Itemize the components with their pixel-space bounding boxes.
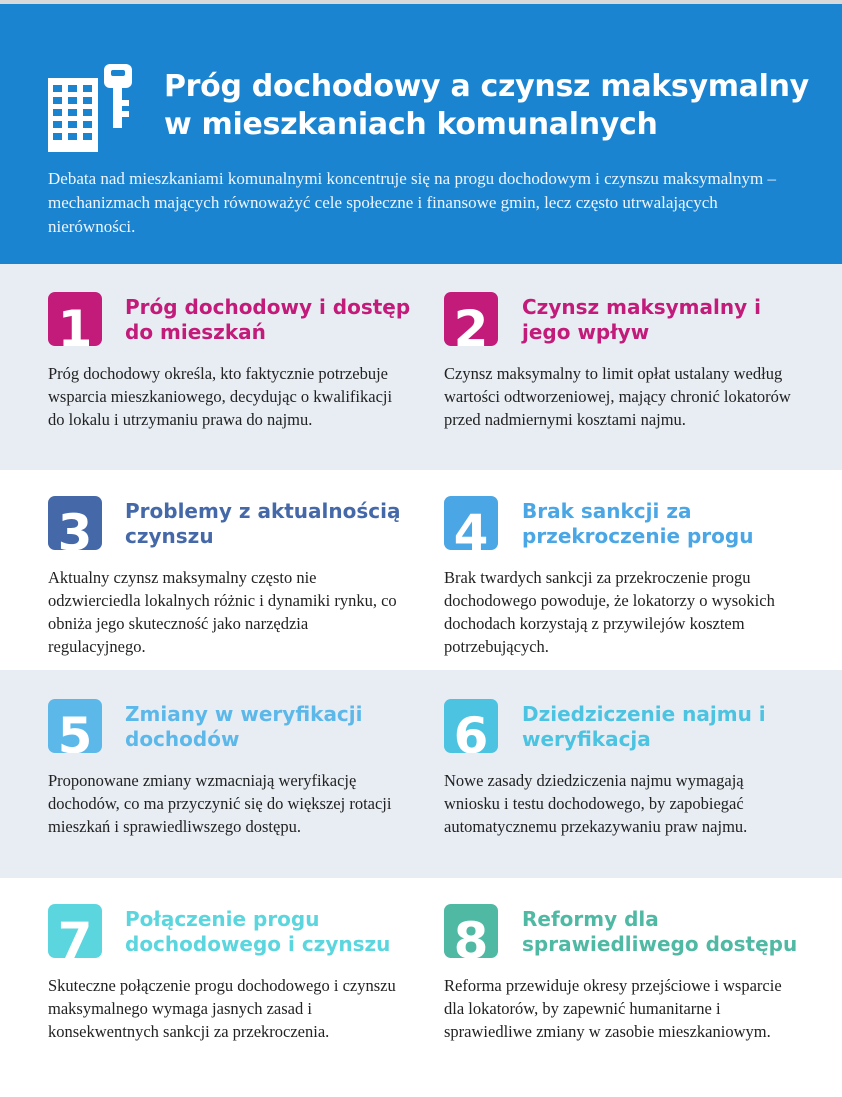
section-body: Aktualny czynsz maksymalny często nie odzwierciedla lokalnych różnic i dynamiki rynku, co obniża jego skuteczność jako narzędzia regulacyjnego. xyxy=(48,568,397,656)
section-body: Nowe zasady dziedziczenia najmu wymagają wniosku i testu dochodowego, by zapobiegać automatycznemu przekazywaniu praw najmu. xyxy=(444,771,748,836)
header-banner xyxy=(0,4,842,264)
section-body: Próg dochodowy określa, kto faktycznie potrzebuje wsparcia mieszkaniowego, decydując o kwalifikacji do lokalu i utrzymaniu prawa do najmu. xyxy=(48,364,393,429)
section-heading: Problemy z aktualnością czynszu xyxy=(125,499,401,548)
number-badge: 5 xyxy=(48,699,102,753)
page-title xyxy=(164,68,824,144)
number-badge: 6 xyxy=(444,699,498,753)
number-badge: 8 xyxy=(444,904,498,958)
number-badge: 3 xyxy=(48,496,102,550)
section-heading: Dziedziczenie najmu i weryfikacja xyxy=(522,702,766,751)
number-badge: 4 xyxy=(444,496,498,550)
section-heading: Reformy dla sprawiedliwego dostępu xyxy=(522,907,798,956)
building-key-icon xyxy=(48,64,134,152)
section-heading: Brak sankcji za przekroczenie progu xyxy=(522,499,754,548)
section-body: Proponowane zmiany wzmacniają weryfikację dochodów, co ma przyczynić się do większej rotacji mieszkań i sprawiedliwszego dostępu. xyxy=(48,771,392,836)
section-body: Czynsz maksymalny to limit opłat ustalany według wartości odtworzeniowej, mający chronić lokatorów przed nadmiernymi kosztami najmu. xyxy=(444,364,791,429)
section-heading: Połączenie progu dochodowego i czynszu xyxy=(125,907,391,956)
title-line-1: Próg dochodowy a czynsz maksymalny xyxy=(164,69,809,104)
section-body: Brak twardych sankcji za przekroczenie progu dochodowego powoduje, że lokatorzy o wysokich dochodach korzystają z przywilejów kosztem potrzebujących. xyxy=(444,568,775,656)
section-body: Reforma przewiduje okresy przejściowe i wsparcie dla lokatorów, by zapewnić humanitarne i sprawiedliwe zmiany w zasobie mieszkaniowym. xyxy=(444,976,782,1041)
title-line-2: w mieszkaniach komunalnych xyxy=(164,107,658,142)
section-heading: Zmiany w weryfikacji dochodów xyxy=(125,702,363,751)
intro-text: Debata nad mieszkaniami komunalnymi koncentruje się na progu dochodowym i czynszu maksymalnym – mechanizmach mających równoważyć cele społeczne i finansowe gmin, lecz często utrwalających nierówności. xyxy=(48,169,776,236)
section-body: Skuteczne połączenie progu dochodowego i czynszu maksymalnego wymaga jasnych zasad i konsekwentnych sankcji za przekroczenia. xyxy=(48,976,396,1041)
number-badge: 2 xyxy=(444,292,498,346)
number-badge: 1 xyxy=(48,292,102,346)
section-heading: Próg dochodowy i dostęp do mieszkań xyxy=(125,295,411,344)
number-badge: 7 xyxy=(48,904,102,958)
section-heading: Czynsz maksymalny i jego wpływ xyxy=(522,295,761,344)
